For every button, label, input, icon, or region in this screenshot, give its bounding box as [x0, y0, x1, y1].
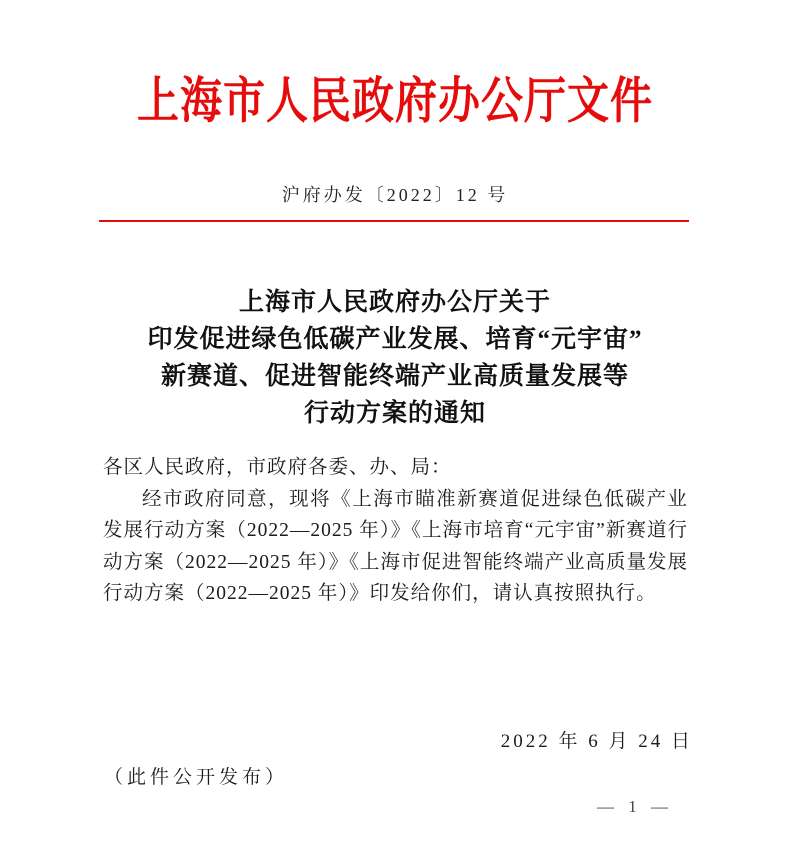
- notice-title-line-1: 上海市人民政府办公厅关于: [238, 289, 551, 316]
- notice-title-line-4: 行动方案的通知: [303, 400, 486, 427]
- notice-title-line-2: 印发促进绿色低碳产业发展、培育“元宇宙”: [147, 326, 643, 353]
- notice-title: [0, 284, 790, 432]
- body-paragraph: 经市政府同意，现将《上海市瞄准新赛道促进绿色低碳产业发展行动方案（2022—2025 年）》《上海市培育“元宇宙”新赛道行动方案（2022—2025 年）》《上海市促进智能终端产业高质量发展行动方案（2022—2025 年）》印发给你们，请认真按照执行。: [103, 488, 688, 604]
- document-header-title: 上海市人民政府办公厅文件: [136, 74, 653, 130]
- notice-title-line-3: 新赛道、促进智能终端产业高质量发展等: [160, 363, 629, 390]
- red-divider-line: [99, 220, 689, 222]
- document-number: 沪府办发〔2022〕12 号: [281, 185, 509, 205]
- document-body: [103, 452, 688, 610]
- body-salutation: 各区人民政府，市政府各委、办、局：: [103, 457, 452, 478]
- public-release-note: （此件公开发布）: [104, 767, 289, 788]
- page-number: — 1 —: [597, 797, 668, 816]
- issue-date: 2022 年 6 月 24 日: [500, 731, 693, 752]
